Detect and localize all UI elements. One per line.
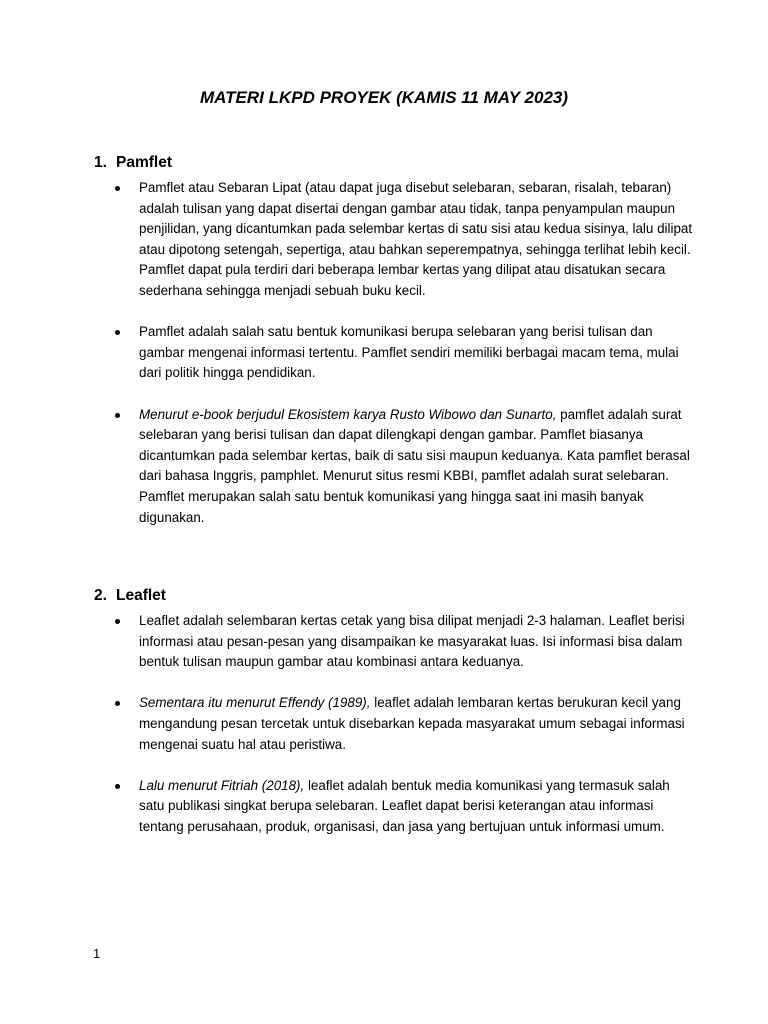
section-heading [94, 587, 694, 605]
list-item [94, 322, 694, 384]
italic-citation: Menurut e-book berjudul Ekosistem karya Rusto Wibowo dan Sunarto, [139, 406, 557, 422]
section-title: Pamflet [116, 154, 172, 171]
paragraph-text: pamflet adalah surat selebaran yang berisi tulisan dan dapat dilengkapi dengan gambar. Pamflet biasanya dicantumkan pada selembar kertas, baik di satu sisi maupun keduanya. Kata pamflet berasal dari bahasa Inggris, pamphlet. Menurut situs resmi KBBI, pamflet adalah surat selebaran. Pamflet merupakan salah satu bentuk komunikasi yang hingga saat ini masih banyak digunakan. [139, 406, 690, 525]
section-number: 1. [94, 154, 107, 171]
section-title: Leaflet [116, 587, 166, 604]
bullet-icon [115, 413, 120, 418]
paragraph-text: leaflet adalah lembaran kertas berukuran kecil yang mengandung pesan tercetak untuk disebarkan kepada masyarakat umum sebagai informasi mengenai suatu hal atau peristiwa. [139, 695, 685, 752]
paragraph-text: leaflet adalah bentuk media komunikasi yang termasuk salah satu publikasi singkat berupa selebaran. Leaflet dapat berisi keterangan atau informasi tentang perusahaan, produk, organisasi, dan jasa yang bertujuan untuk informasi umum. [139, 777, 670, 834]
bullet-icon [115, 784, 120, 789]
paragraph-text: Pamflet adalah salah satu bentuk komunikasi berupa selebaran yang berisi tulisan dan gambar mengenai informasi tertentu. Pamflet sendiri memiliki berbagai macam tema, mulai dari politik hingga pendidikan. [139, 324, 679, 381]
list-item [94, 693, 694, 755]
bullet-list [94, 611, 694, 838]
page-number: 1 [93, 946, 101, 961]
bullet-icon [115, 330, 120, 335]
bullet-icon [115, 186, 120, 191]
italic-citation: Lalu menurut Fitriah (2018), [139, 777, 305, 793]
paragraph-text: Pamflet atau Sebaran Lipat (atau dapat juga disebut selebaran, sebaran, risalah, tebaran) adalah tulisan yang dapat disertai dengan gambar atau tidak, tanpa penyampulan maupun penjilidan, yang dicantumkan pada selembar kertas di satu sisi atau kedua sisinya, lalu dilipat atau dipotong setengah, sepertiga, atau bahkan seperempatnya, sehingga terlihat lebih kecil. Pamflet dapat pula terdiri dari beberapa lembar kertas yang dilipat atau disatukan secara sederhana sehingga menjadi sebuah buku kecil. [139, 180, 693, 298]
section-pamflet [94, 154, 694, 549]
list-item [94, 611, 694, 673]
list-item [94, 776, 694, 838]
bullet-list [94, 178, 694, 528]
list-item [94, 405, 694, 529]
section-heading [94, 154, 694, 172]
section-number: 2. [94, 587, 107, 604]
document-title: MATERI LKPD PROYEK (KAMIS 11 MAY 2023) [199, 88, 569, 107]
paragraph-text: Leaflet adalah selembaran kertas cetak yang bisa dilipat menjadi 2-3 halaman. Leaflet berisi informasi atau pesan-pesan yang disampaikan ke masyarakat luas. Isi informasi bisa dalam bentuk tulisan maupun gambar atau kombinasi antara keduanya. [139, 613, 685, 670]
bullet-icon [115, 619, 120, 624]
italic-citation: Sementara itu menurut Effendy (1989), [139, 695, 371, 711]
list-item [94, 178, 694, 302]
section-leaflet [94, 587, 694, 858]
bullet-icon [115, 701, 120, 706]
